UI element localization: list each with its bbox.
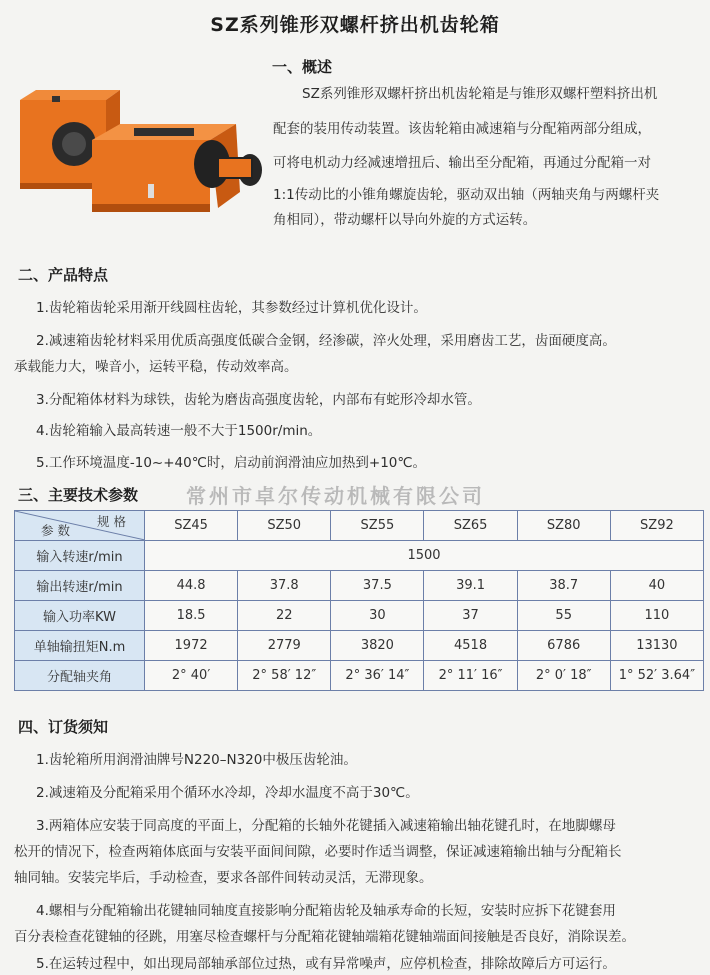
table-cell: 1500	[145, 541, 704, 571]
table-cell: 3820	[331, 631, 424, 661]
table-cell: 2° 0′ 18″	[517, 661, 610, 691]
table-cell: 37.5	[331, 571, 424, 601]
table-cell: 55	[517, 601, 610, 631]
table-row	[15, 661, 704, 691]
table-cell: 38.7	[517, 571, 610, 601]
company-watermark: 常州市卓尔传动机械有限公司	[186, 484, 485, 508]
table-row	[15, 571, 704, 601]
model-header: SZ45	[145, 511, 238, 541]
model-header: SZ55	[331, 511, 424, 541]
row-label: 输入转速r/min	[15, 541, 145, 571]
corner-spec-label: 规 格	[97, 514, 126, 529]
section-heading-features: 二、产品特点	[18, 266, 109, 284]
table-cell: 2° 36′ 14″	[331, 661, 424, 691]
table-cell: 1° 52′ 3.64″	[610, 661, 703, 691]
table-cell: 2° 58′ 12″	[238, 661, 331, 691]
section-heading-ordering: 四、订货须知	[18, 718, 109, 736]
model-header: SZ92	[610, 511, 703, 541]
section-heading-overview: 一、概述	[272, 58, 333, 76]
table-corner-cell	[15, 511, 145, 541]
table-row	[15, 541, 704, 571]
table-cell: 4518	[424, 631, 517, 661]
table-cell: 18.5	[145, 601, 238, 631]
table-header-row	[15, 511, 704, 541]
table-row	[15, 631, 704, 661]
table-cell: 44.8	[145, 571, 238, 601]
page-title: SZ系列锥形双螺杆挤出机齿轮箱	[210, 14, 500, 36]
row-label: 分配轴夹角	[15, 661, 145, 691]
table-cell: 2779	[238, 631, 331, 661]
section-heading-specs: 三、主要技术参数	[18, 486, 139, 504]
model-header: SZ80	[517, 511, 610, 541]
row-label: 输入功率KW	[15, 601, 145, 631]
model-header: SZ65	[424, 511, 517, 541]
table-cell: 13130	[610, 631, 703, 661]
table-cell: 2° 40′	[145, 661, 238, 691]
table-cell: 1972	[145, 631, 238, 661]
table-cell: 37.8	[238, 571, 331, 601]
row-label: 输出转速r/min	[15, 571, 145, 601]
table-cell: 22	[238, 601, 331, 631]
table-cell: 37	[424, 601, 517, 631]
table-cell: 6786	[517, 631, 610, 661]
model-header: SZ50	[238, 511, 331, 541]
spec-table	[14, 510, 704, 691]
table-cell: 40	[610, 571, 703, 601]
table-row	[15, 601, 704, 631]
corner-param-label: 参 数	[41, 523, 70, 538]
gearbox-product-image	[14, 84, 264, 229]
table-cell: 110	[610, 601, 703, 631]
table-cell: 2° 11′ 16″	[424, 661, 517, 691]
row-label: 单轴输扭矩N.m	[15, 631, 145, 661]
table-cell: 30	[331, 601, 424, 631]
table-cell: 39.1	[424, 571, 517, 601]
